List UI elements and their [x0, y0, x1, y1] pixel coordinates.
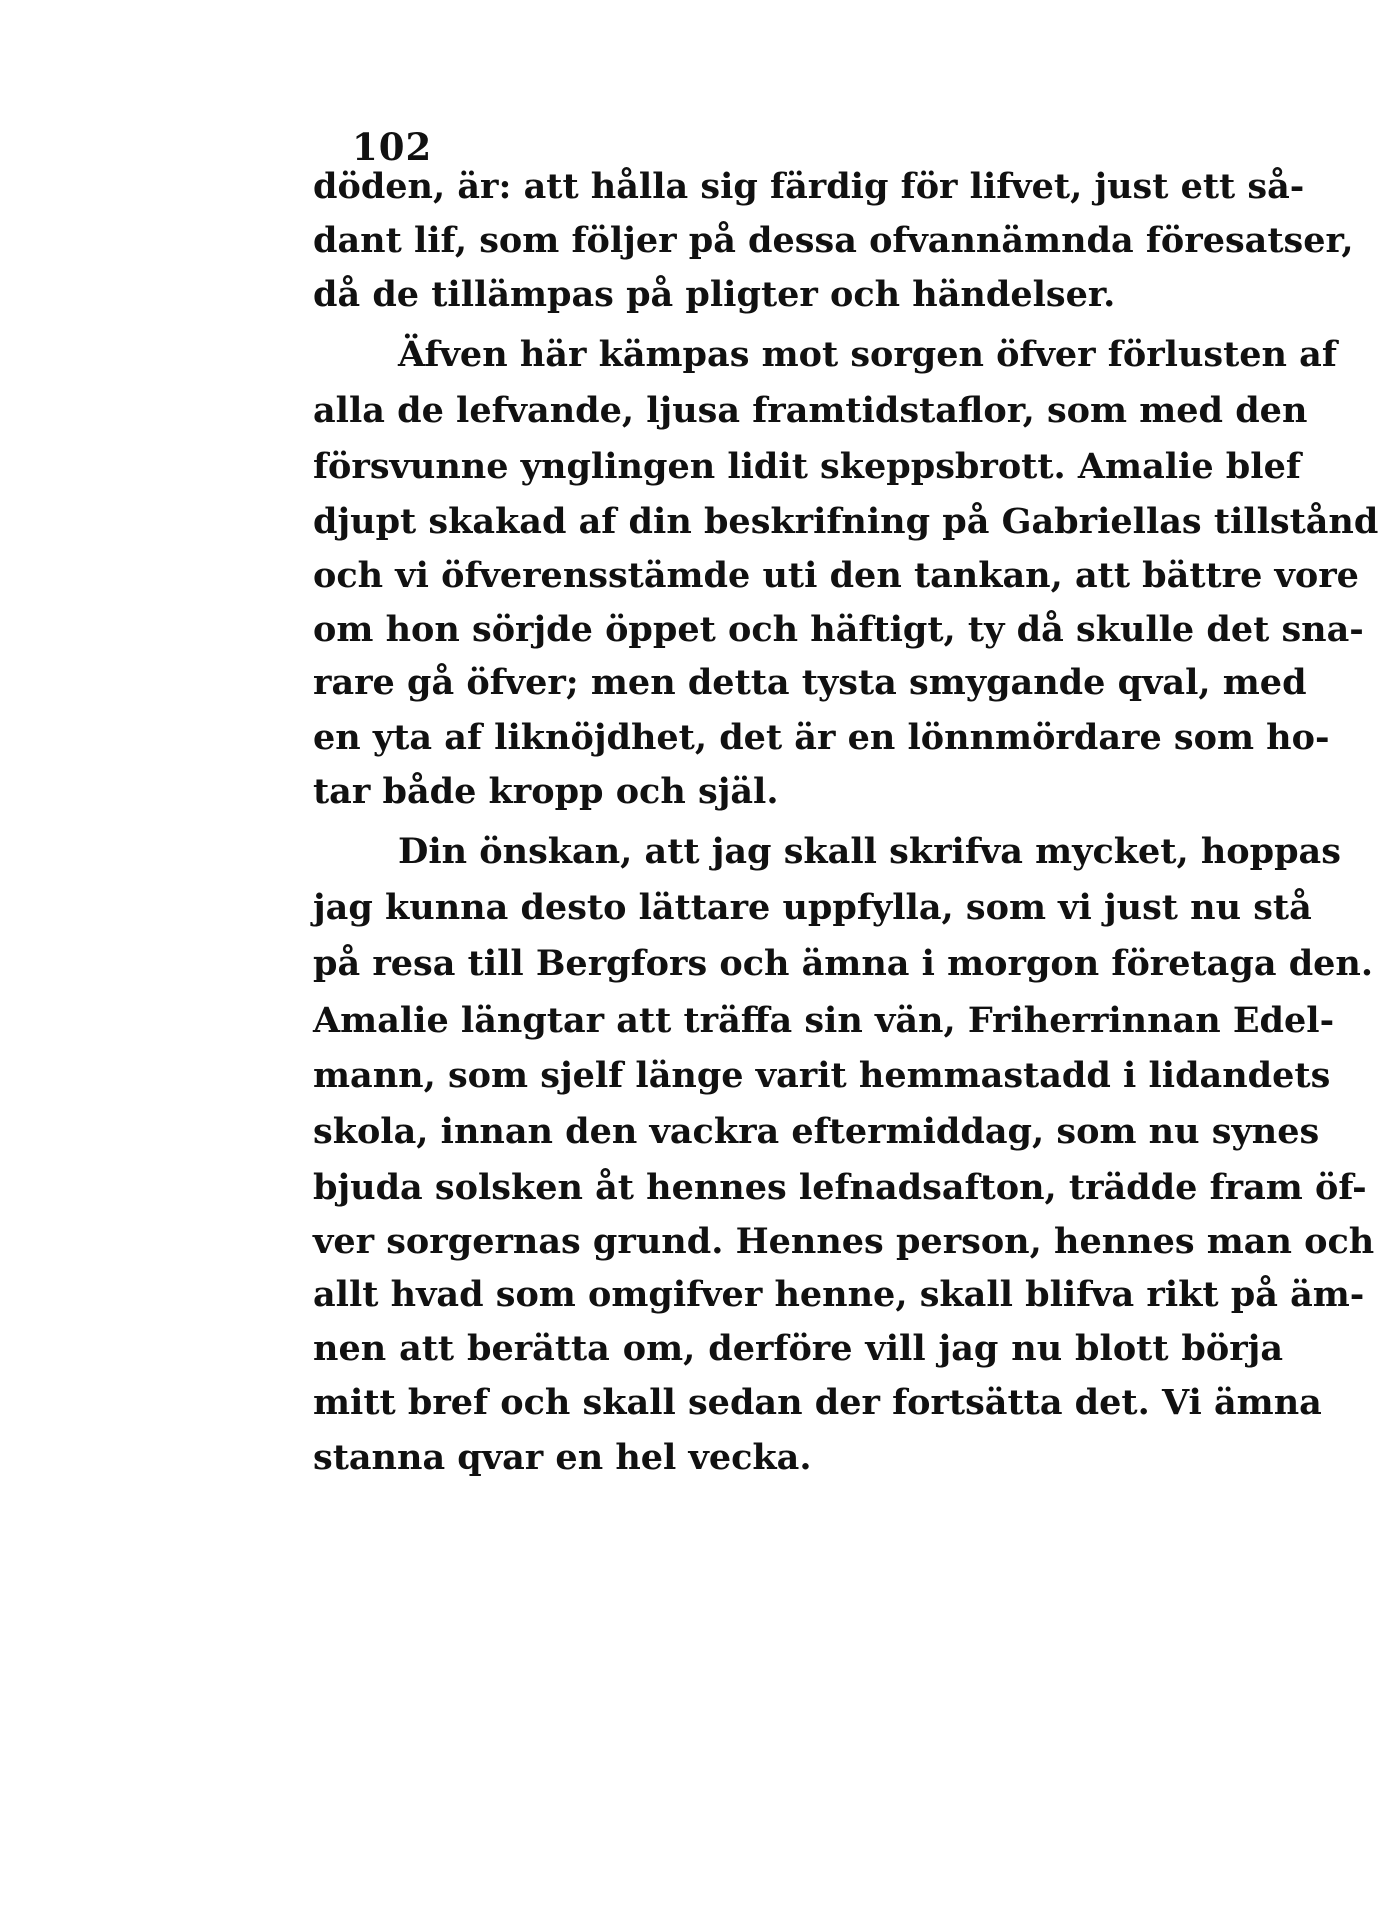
text-line: Din önskan, att jag skall skrifva mycket, hoppas: [398, 831, 1341, 872]
text-line: nen att berätta om, derföre vill jag nu blott börja: [313, 1328, 1283, 1369]
text-line: Äfven här kämpas mot sorgen öfver förlusten af: [398, 334, 1337, 375]
text-line: mitt bref och skall sedan der fortsätta det. Vi ämna: [313, 1382, 1322, 1423]
text-line: på resa till Bergfors och ämna i morgon företaga den.: [313, 943, 1374, 984]
text-line: om hon sörjde öppet och häftigt, ty då skulle det sna-: [313, 609, 1364, 650]
page-number: 102: [352, 125, 433, 169]
text-line: rare gå öfver; men detta tysta smygande qval, med: [313, 662, 1307, 703]
text-line: försvunne ynglingen lidit skeppsbrott. Amalie blef: [313, 446, 1301, 487]
text-line: skola, innan den vackra eftermiddag, som nu synes: [313, 1111, 1320, 1152]
text-line: ver sorgernas grund. Hennes person, hennes man och: [313, 1221, 1375, 1262]
text-line: alla de lefvande, ljusa framtidstaflor, som med den: [313, 390, 1308, 431]
text-line: bjuda solsken åt hennes lefnadsafton, trädde fram öf-: [313, 1167, 1367, 1208]
text-line: då de tillämpas på pligter och händelser.: [313, 274, 1116, 315]
text-line: stanna qvar en hel vecka.: [313, 1437, 812, 1478]
text-line: Amalie längtar att träffa sin vän, Friherrinnan Edel-: [313, 1000, 1335, 1041]
text-line: tar både kropp och själ.: [313, 771, 779, 812]
text-line: allt hvad som omgifver henne, skall blifva rikt på äm-: [313, 1274, 1365, 1315]
text-line: jag kunna desto lättare uppfylla, som vi just nu stå: [313, 887, 1312, 928]
text-line: och vi öfverensstämde uti den tankan, att bättre vore: [313, 555, 1359, 596]
text-line: mann, som sjelf länge varit hemmastadd i lidandets: [313, 1055, 1331, 1096]
text-line: djupt skakad af din beskrifning på Gabriellas tillstånd: [313, 501, 1379, 542]
text-line: döden, är: att hålla sig färdig för lifvet, just ett så-: [313, 166, 1305, 207]
text-line: en yta af liknöjdhet, det är en lönnmördare som ho-: [313, 717, 1330, 758]
text-line: dant lif, som följer på dessa ofvannämnda föresatser,: [313, 220, 1354, 261]
